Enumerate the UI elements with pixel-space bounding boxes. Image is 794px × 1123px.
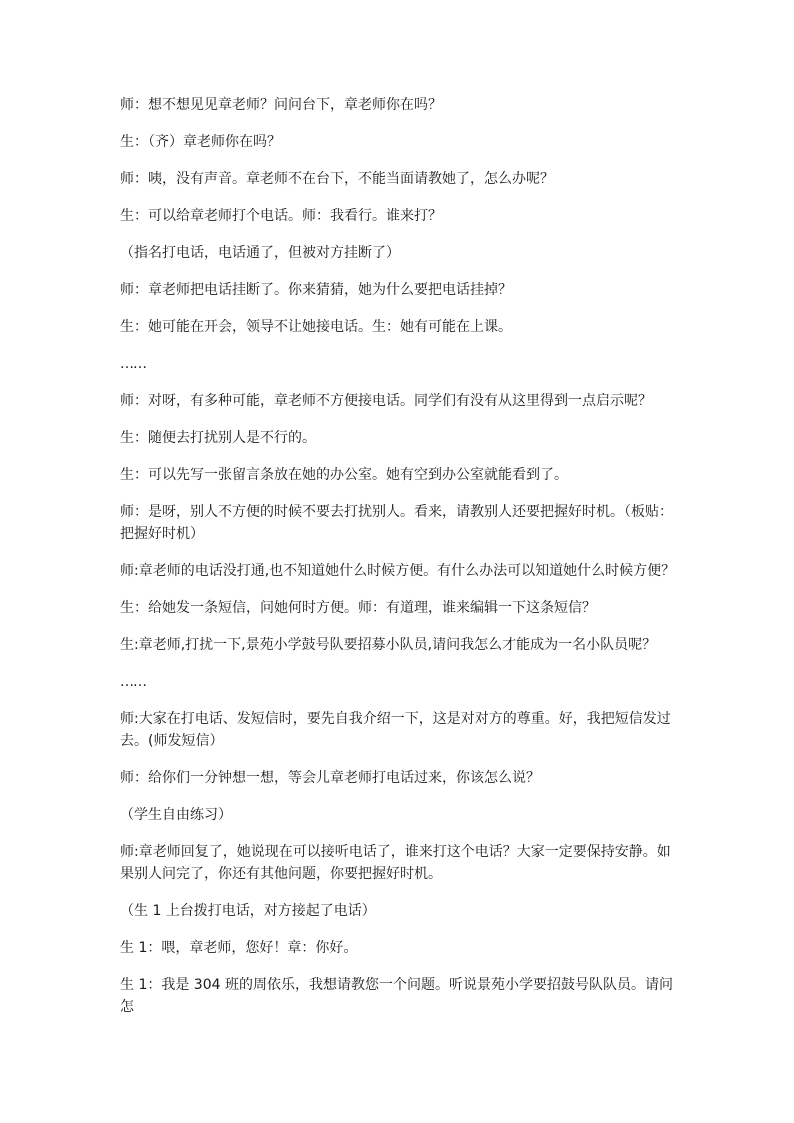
paragraph-23: 生 1：我是 304 班的周依乐，我想请教您一个问题。听说景苑小学要招鼓号队队员。请问怎	[120, 977, 673, 1015]
paragraph-13: 师:章老师的电话没打通,也不知道她什么时候方便。有什么办法可以知道她什么时候方便？	[120, 563, 676, 579]
paragraph-10: 生：随便去打扰别人是不行的。	[120, 430, 316, 446]
paragraph-20: 师:章老师回复了，她说现在可以接听电话了，谁来打这个电话？大家一定要保持安静。如果别人问完了，你还有其他问题，你要把握好时机。	[120, 844, 671, 882]
paragraph-22: 生 1：喂，章老师，您好！章：你好。	[120, 940, 358, 956]
ellipsis-2: ……	[120, 674, 146, 690]
paragraph-9: 师：对呀，有多种可能，章老师不方便接电话。同学们有没有从这里得到一点启示呢？	[120, 393, 652, 409]
paragraph-6: 师：章老师把电话挂断了。你来猜猜，她为什么要把电话挂掉？	[120, 282, 512, 298]
paragraph-15: 生:章老师,打扰一下,景苑小学鼓号队要招募小队员,请问我怎么才能成为一名小队员呢？	[120, 637, 657, 653]
ellipsis-1: ……	[120, 356, 146, 372]
paragraph-21: （生 1 上台拨打电话，对方接起了电话）	[120, 903, 376, 919]
paragraph-7: 生：她可能在开会，领导不让她接电话。生：她有可能在上课。	[120, 319, 512, 335]
paragraph-18: 师：给你们一分钟想一想，等会儿章老师打电话过来，你该怎么说？	[120, 770, 540, 786]
paragraph-5: （指名打电话，电话通了，但被对方挂断了）	[120, 245, 400, 261]
paragraph-3: 师：咦，没有声音。章老师不在台下，不能当面请教她了，怎么办呢？	[120, 171, 554, 187]
paragraph-17: 师:大家在打电话、发短信时，要先自我介绍一下，这是对对方的尊重。好，我把短信发过去。(师发短信）	[120, 711, 671, 749]
paragraph-4: 生：可以给章老师打个电话。师：我看行。谁来打？	[120, 208, 442, 224]
paragraph-19: （学生自由练习）	[120, 807, 232, 823]
document-body	[120, 94, 676, 1033]
paragraph-11: 生：可以先写一张留言条放在她的办公室。她有空到办公室就能看到了。	[120, 467, 568, 483]
paragraph-2: 生：（齐）章老师你在吗？	[120, 134, 281, 150]
paragraph-1: 师：想不想见见章老师？问问台下，章老师你在吗？	[120, 97, 442, 113]
paragraph-14: 生：给她发一条短信，问她何时方便。师：有道理，谁来编辑一下这条短信？	[120, 600, 596, 616]
paragraph-12: 师：是呀，别人不方便的时候不要去打扰别人。看来，请教别人还要把握好时机。（板贴：把握好时机）	[120, 504, 673, 542]
